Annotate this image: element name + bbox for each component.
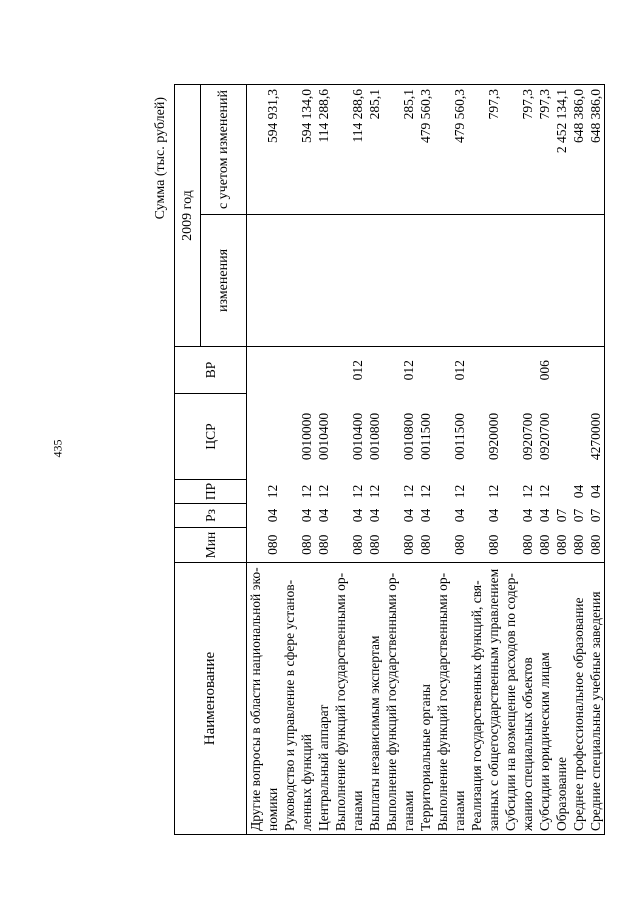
cell-changes: [502, 215, 536, 347]
header-csr: ЦСР: [175, 394, 247, 480]
cell-csr: 0920700: [537, 412, 552, 461]
cell-min: 080: [265, 534, 280, 555]
cell-pr: 12: [316, 484, 331, 499]
cell-changes: [366, 215, 383, 347]
cell-vr: 012: [332, 347, 366, 394]
cell-vr: [502, 347, 536, 394]
table-row: [383, 85, 417, 835]
cell-min: 080: [537, 534, 552, 555]
cell-name: Субсидии юридическим лицам: [536, 563, 553, 835]
cell-vr: [553, 347, 570, 394]
cell-name: Образование: [553, 563, 570, 835]
cell-total: 648 386,0: [587, 85, 605, 215]
table-row: [332, 85, 366, 835]
cell-pr: 12: [299, 484, 314, 499]
cell-rz: 07: [587, 504, 605, 528]
cell-csr: 0010800: [367, 412, 382, 461]
table-row: [366, 85, 383, 835]
budget-table: [174, 84, 605, 835]
cell-csr: 0011500: [452, 413, 467, 460]
header-with-changes: с учетом изменений: [201, 85, 247, 215]
cell-csr: [570, 394, 587, 480]
cell-csr: [553, 394, 570, 480]
cell-total: 797,3: [468, 85, 502, 215]
cell-rz: 07: [571, 508, 586, 523]
cell-csr: 4270000: [587, 394, 605, 480]
header-changes: изменения: [201, 215, 247, 347]
cell-changes: [468, 215, 502, 347]
table-row: [570, 85, 587, 835]
cell-vr: [570, 347, 587, 394]
rotated-budget-table: [154, 85, 610, 835]
cell-rz: 04: [265, 508, 280, 523]
cell-csr: 0011500: [418, 413, 433, 460]
table-row: [247, 85, 282, 835]
cell-total: 797,3: [502, 85, 536, 215]
header-name: Наименование: [175, 563, 247, 835]
cell-csr: 0010400: [350, 412, 365, 461]
cell-pr: 12: [452, 484, 467, 499]
cell-min: 080: [350, 534, 365, 555]
table-row: [434, 85, 468, 835]
cell-name: Выполнение функций государственными ор-ганами: [332, 563, 366, 835]
cell-total: 285,1: [383, 85, 417, 215]
cell-pr: 12: [367, 484, 382, 499]
cell-total: 2 452 134,1: [553, 85, 570, 215]
cell-name: Субсидии на возмещение расходов по содер-жанию специальных объектов: [502, 563, 536, 835]
cell-name: Руководство и управление в сфере установ-ленных функций: [281, 563, 315, 835]
cell-total: 114 288,6: [332, 85, 366, 215]
cell-name: Реализация государственных функций, свя-занных с общегосударственным управлением: [468, 563, 502, 835]
cell-pr: 04: [571, 484, 586, 499]
cell-total: 594 931,3: [247, 85, 282, 215]
cell-changes: [536, 215, 553, 347]
table-row: [587, 85, 605, 835]
cell-pr: 12: [350, 484, 365, 499]
cell-pr: 12: [537, 484, 552, 499]
cell-name: Выполнение функций государственными ор-ганами: [434, 563, 468, 835]
cell-name: Средние специальные учебные заведения: [587, 563, 605, 835]
table-body: [247, 85, 605, 835]
cell-vr: 006: [536, 347, 553, 394]
cell-changes: [553, 215, 570, 347]
cell-vr: 012: [434, 347, 468, 394]
cell-csr: 0010000: [299, 412, 314, 461]
cell-pr: [553, 480, 570, 504]
cell-min: 080: [520, 534, 535, 555]
cell-name: Территориальные органы: [417, 563, 434, 835]
cell-vr: [247, 347, 282, 394]
cell-pr: 12: [265, 484, 280, 499]
cell-csr: [247, 394, 282, 480]
cell-name: Другие вопросы в области национальной эко-номики: [247, 563, 282, 835]
cell-name: Среднее профессиональное образование: [570, 563, 587, 835]
cell-vr: [468, 347, 502, 394]
cell-changes: [383, 215, 417, 347]
cell-changes: [587, 215, 605, 347]
cell-rz: 04: [316, 508, 331, 523]
cell-changes: [417, 215, 434, 347]
cell-min: 080: [299, 534, 314, 555]
cell-vr: [315, 347, 332, 394]
table-row: [281, 85, 315, 835]
cell-rz: 04: [299, 508, 314, 523]
cell-pr: 12: [418, 484, 433, 499]
table-row: [502, 85, 536, 835]
page-number: 435: [50, 439, 65, 458]
cell-changes: [332, 215, 366, 347]
header-year: 2009 год: [175, 85, 201, 347]
cell-csr: 0010800: [401, 412, 416, 461]
cell-total: 648 386,0: [570, 85, 587, 215]
cell-changes: [247, 215, 282, 347]
table-row: [315, 85, 332, 835]
cell-pr: 12: [486, 484, 501, 499]
cell-changes: [434, 215, 468, 347]
cell-min: 080: [571, 534, 586, 555]
cell-rz: 04: [367, 508, 382, 523]
cell-pr: 12: [520, 484, 535, 499]
cell-rz: 04: [537, 508, 552, 523]
cell-name: Выполнение функций государственными ор-ганами: [383, 563, 417, 835]
table-row: [468, 85, 502, 835]
cell-changes: [315, 215, 332, 347]
cell-total: 797,3: [536, 85, 553, 215]
cell-rz: 04: [350, 508, 365, 523]
cell-vr: [366, 347, 383, 394]
cell-min: 080: [401, 534, 416, 555]
cell-total: 479 560,3: [434, 85, 468, 215]
cell-rz: 04: [486, 508, 501, 523]
cell-rz: 04: [418, 508, 433, 523]
header-rz: Рз: [175, 504, 247, 528]
cell-rz: 04: [452, 508, 467, 523]
cell-vr: [417, 347, 434, 394]
header-min: Мин: [175, 528, 247, 563]
cell-vr: [587, 347, 605, 394]
cell-csr: 0920000: [486, 412, 501, 461]
units-label: Сумма (тыс. рублей): [153, 97, 168, 220]
cell-csr: 0010400: [316, 412, 331, 461]
cell-min: 080: [367, 534, 382, 555]
cell-changes: [570, 215, 587, 347]
cell-vr: 012: [383, 347, 417, 394]
cell-total: 594 134,0: [281, 85, 315, 215]
cell-min: 080: [418, 534, 433, 555]
cell-min: 080: [486, 534, 501, 555]
cell-changes: [281, 215, 315, 347]
cell-total: 479 560,3: [417, 85, 434, 215]
cell-name: Выплаты независимым экспертам: [366, 563, 383, 835]
cell-rz: 07: [554, 508, 569, 523]
cell-pr: 12: [401, 484, 416, 499]
cell-rz: 04: [520, 508, 535, 523]
table-row: [536, 85, 553, 835]
table-row: [417, 85, 434, 835]
table-row: [553, 85, 570, 835]
cell-min: 080: [587, 528, 605, 563]
cell-csr: 0920700: [520, 412, 535, 461]
cell-pr: 04: [587, 480, 605, 504]
cell-min: 080: [452, 534, 467, 555]
cell-total: 285,1: [366, 85, 383, 215]
cell-total: 114 288,6: [315, 85, 332, 215]
cell-name: Центральный аппарат: [315, 563, 332, 835]
cell-min: 080: [316, 534, 331, 555]
cell-vr: [281, 347, 315, 394]
header-vr: ВР: [175, 347, 247, 394]
cell-min: 080: [554, 534, 569, 555]
cell-rz: 04: [401, 508, 416, 523]
header-pr: ПР: [175, 480, 247, 504]
